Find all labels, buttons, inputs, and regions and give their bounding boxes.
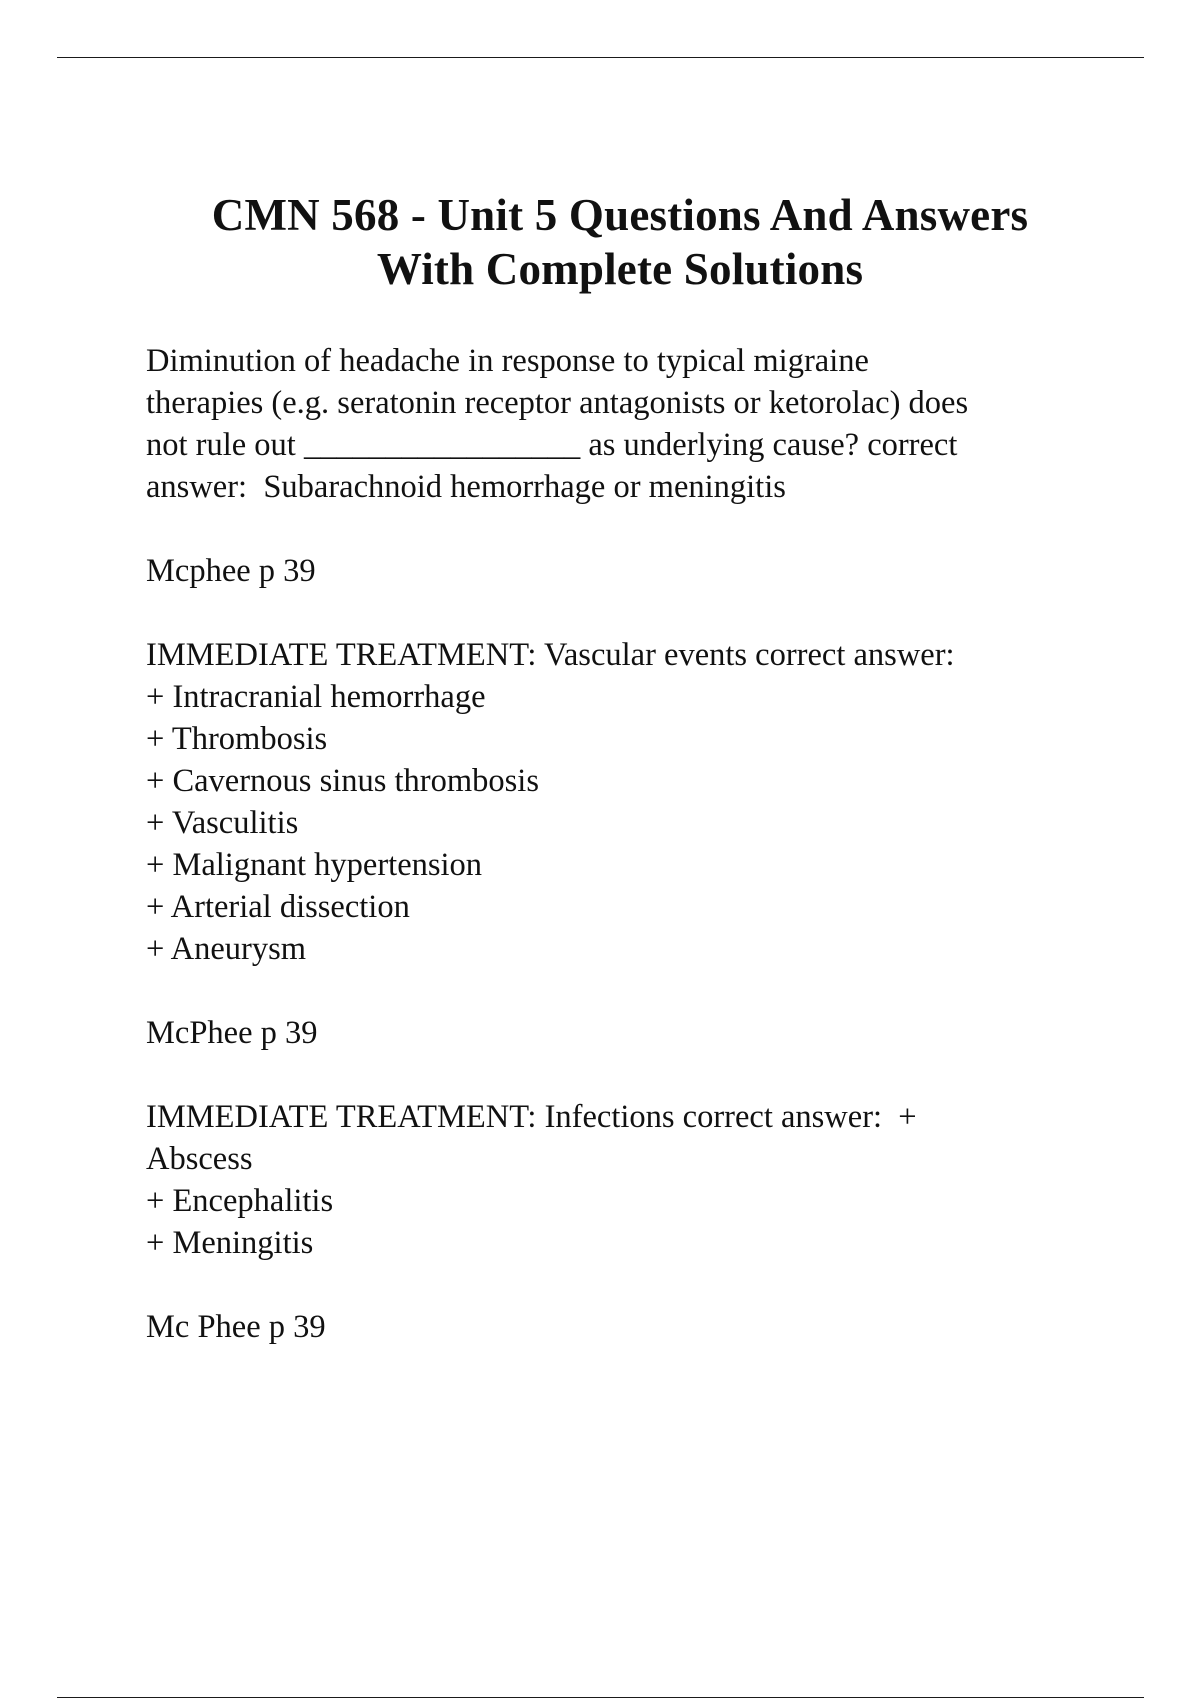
answer-item: + Vasculitis [146,805,299,841]
answer-item: + Intracranial hemorrhage [146,679,486,715]
spacer [146,1054,1086,1096]
top-divider [57,57,1144,58]
question-heading: IMMEDIATE TREATMENT: Vascular events correct answer: [146,637,955,673]
reference-note: McPhee p 39 [146,1015,318,1051]
spacer [146,1264,1086,1306]
answer-item: + Aneurysm [146,931,307,967]
answer-item: + Arterial dissection [146,889,410,925]
spacer [146,592,1086,634]
spacer [146,508,1086,550]
question-text-line: not rule out _________________ as underlying cause? correct [146,427,958,463]
title-line: CMN 568 - Unit 5 Questions And Answers [211,190,1029,240]
title-line: With Complete Solutions [376,244,864,294]
answer-item: + Meningitis [146,1225,314,1261]
question-3 [146,1096,1086,1264]
question-heading: Abscess [146,1141,253,1177]
question-text-line: answer: Subarachnoid hemorrhage or meningitis [146,469,786,505]
answer-item: + Malignant hypertension [146,847,483,883]
answer-item: + Cavernous sinus thrombosis [146,763,539,799]
document-body [146,340,1086,1348]
question-2 [146,634,1086,970]
question-text-line: Diminution of headache in response to typical migraine [146,343,869,379]
answer-item: + Thrombosis [146,721,328,757]
reference-note: Mc Phee p 39 [146,1309,326,1345]
reference-note: Mcphee p 39 [146,553,316,589]
question-heading: IMMEDIATE TREATMENT: Infections correct answer: + [146,1099,917,1135]
document-title [100,188,1140,296]
answer-item: + Encephalitis [146,1183,334,1219]
question-text-line: therapies (e.g. seratonin receptor antagonists or ketorolac) does [146,385,969,421]
spacer [146,970,1086,1012]
question-1 [146,340,1086,508]
bottom-divider [57,1697,1144,1698]
